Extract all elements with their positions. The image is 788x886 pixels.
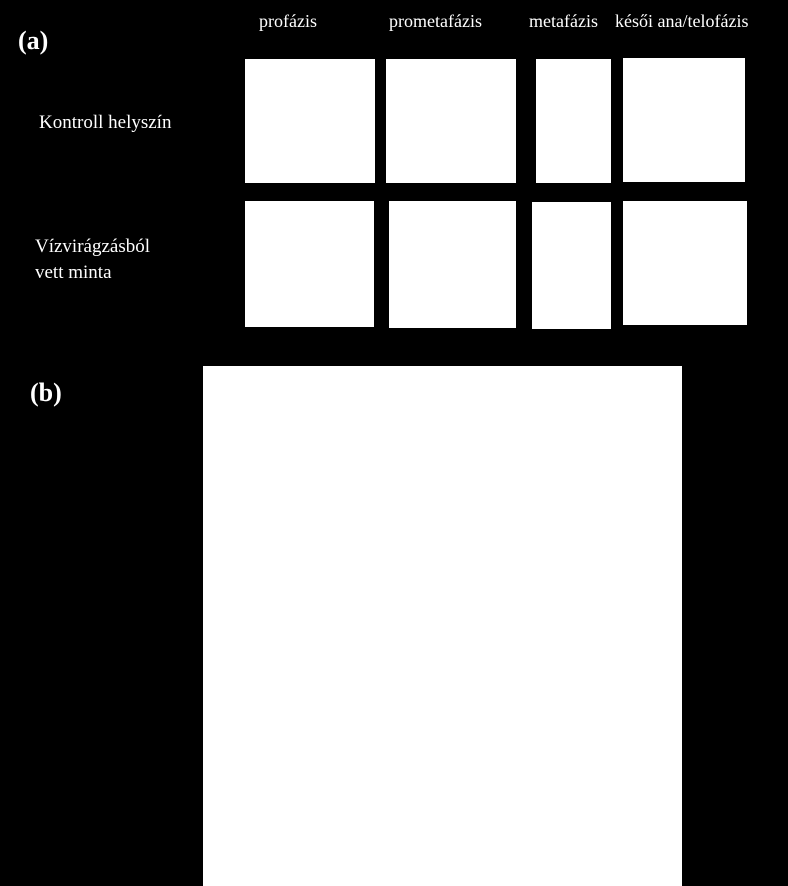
micrograph-bloom-late-ana-telophase [623,201,747,325]
micrograph-control-prometaphase [386,59,516,183]
row-label-bloom-sample-line-2: vett minta [35,261,112,283]
row-label-bloom-sample [35,234,150,285]
micrograph-control-metaphase [536,59,611,183]
row-label-control-site [39,110,171,136]
row-label-bloom-sample-line-1: Vízvirágzásból [35,236,151,257]
row-label-control-site-line: Kontroll helyszín [39,112,172,133]
column-header-prophase: profázis [259,11,317,31]
panel-b-image [203,366,682,886]
micrograph-control-prophase [245,59,375,183]
column-header-metaphase: metafázis [529,11,598,31]
panel-a-label: (a) [18,26,49,55]
panel-b-label: (b) [30,378,62,407]
micrograph-bloom-metaphase [532,202,611,329]
micrograph-bloom-prometaphase [389,201,516,328]
micrograph-control-late-ana-telophase [623,58,745,182]
column-header-late-ana-telophase: késői ana/telofázis [615,11,749,31]
column-header-prometaphase: prometafázis [389,11,482,31]
micrograph-bloom-prophase [245,201,374,327]
